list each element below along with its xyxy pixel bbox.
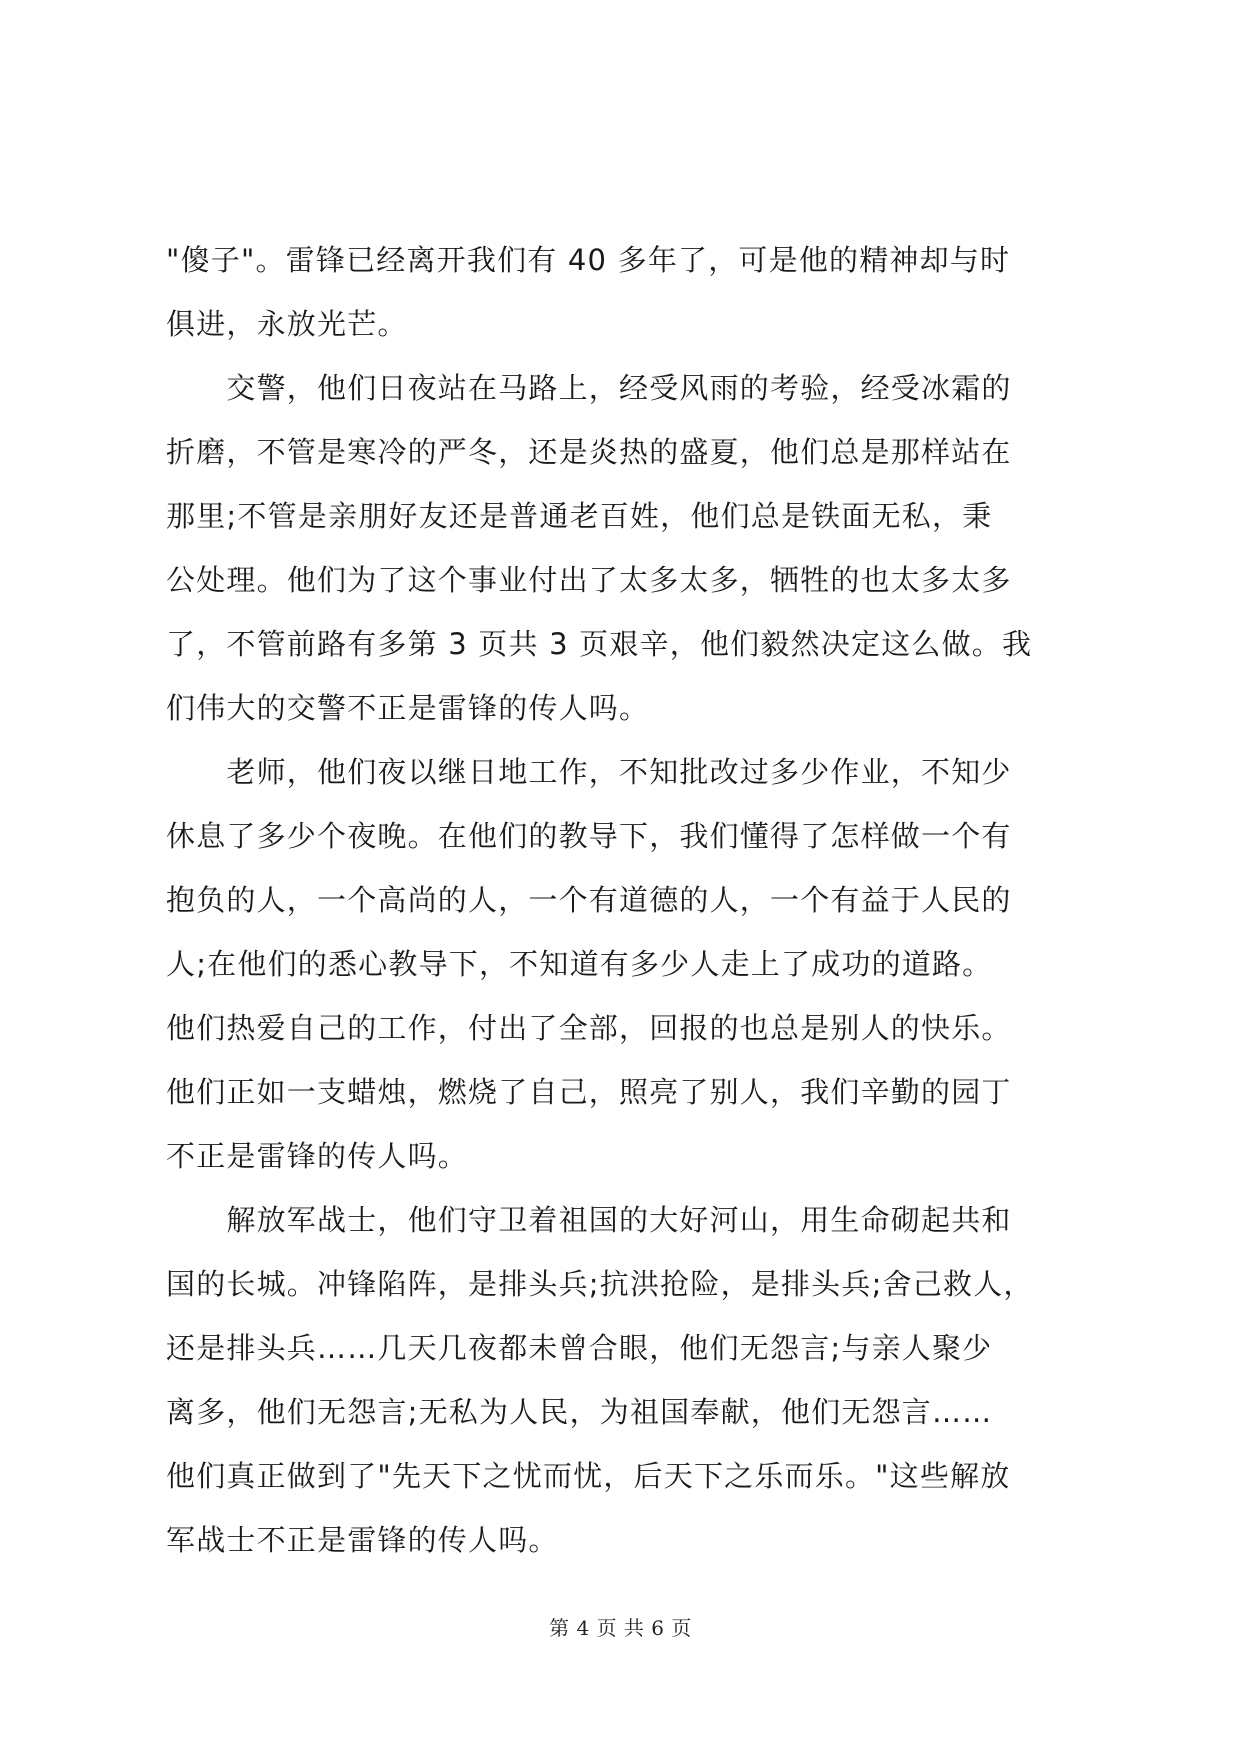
text-line: 了，不管前路有多第 3 页共 3 页艰辛，他们毅然决定这么做。我 xyxy=(166,627,1033,661)
text-line: 公处理。他们为了这个事业付出了太多太多，牺牲的也太多太多 xyxy=(166,563,1012,597)
body-text xyxy=(166,228,1086,1572)
text-line: 人;在他们的悉心教导下，不知道有多少人走上了成功的道路。 xyxy=(166,947,993,981)
text-line: 休息了多少个夜晚。在他们的教导下，我们懂得了怎样做一个有 xyxy=(166,819,1012,853)
text-line: 俱进，永放光芒。 xyxy=(166,307,408,341)
text-line: 老师，他们夜以继日地工作，不知批改过多少作业，不知少 xyxy=(166,755,1012,789)
text-line: 还是排头兵……几天几夜都未曾合眼，他们无怨言;与亲人聚少 xyxy=(166,1331,993,1365)
text-line: 解放军战士，他们守卫着祖国的大好河山，用生命砌起共和 xyxy=(166,1203,1012,1237)
text-line: 军战士不正是雷锋的传人吗。 xyxy=(166,1523,559,1557)
text-line: 他们真正做到了"先天下之忧而忧，后天下之乐而乐。"这些解放 xyxy=(166,1459,1011,1493)
text-line: 他们正如一支蜡烛，燃烧了自己，照亮了别人，我们辛勤的园丁 xyxy=(166,1075,1012,1109)
text-line: 不正是雷锋的传人吗。 xyxy=(166,1139,469,1173)
text-line: 们伟大的交警不正是雷锋的传人吗。 xyxy=(166,691,650,725)
text-line: 国的长城。冲锋陷阵，是排头兵;抗洪抢险，是排头兵;舍己救人， xyxy=(166,1267,1034,1301)
text-line: "傻子"。雷锋已经离开我们有 40 多年了，可是他的精神却与时 xyxy=(166,243,1011,277)
text-line: 离多，他们无怨言;无私为人民，为祖国奉献，他们无怨言…… xyxy=(166,1395,993,1429)
page-footer: 第 4 页 共 6 页 xyxy=(549,1616,692,1640)
text-line: 那里;不管是亲朋好友还是普通老百姓，他们总是铁面无私，秉 xyxy=(166,499,993,533)
text-line: 抱负的人，一个高尚的人，一个有道德的人，一个有益于人民的 xyxy=(166,883,1012,917)
text-line: 折磨，不管是寒冷的严冬，还是炎热的盛夏，他们总是那样站在 xyxy=(166,435,1012,469)
text-line: 交警，他们日夜站在马路上，经受风雨的考验，经受冰霜的 xyxy=(166,371,1012,405)
text-line: 他们热爱自己的工作，付出了全部，回报的也总是别人的快乐。 xyxy=(166,1011,1012,1045)
